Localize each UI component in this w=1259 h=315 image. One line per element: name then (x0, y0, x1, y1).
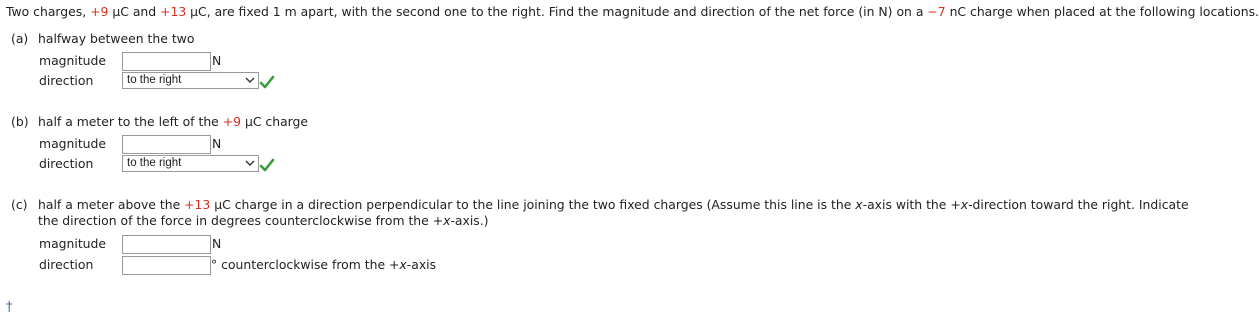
part-a-magnitude-input[interactable] (122, 52, 211, 71)
part-c-text (38, 197, 1198, 229)
charge-value: +13 (184, 197, 211, 212)
unit-label: N (212, 236, 222, 251)
variable-x: x (443, 213, 451, 228)
part-c-direction-input[interactable] (122, 256, 211, 275)
part-b-heading (11, 114, 308, 129)
charge-value: +9 (222, 114, 242, 129)
intro-text: μC and (108, 4, 161, 19)
dagger-icon[interactable]: † (6, 300, 13, 315)
degree-text: -axis (406, 257, 437, 272)
variable-x: x (960, 197, 969, 212)
checkmark-icon (260, 159, 274, 171)
intro-text: Two charges, (6, 4, 91, 19)
part-b-direction-select[interactable] (122, 155, 259, 172)
part-text: -axis with the + (862, 197, 961, 212)
unit-label: N (212, 53, 222, 68)
part-text: halfway between the two (38, 31, 195, 46)
part-text: μC charge in a direction perpendicular to the line joining the two fixed charges (Assume this line is the (210, 197, 856, 212)
intro-text: μC, are fixed 1 m apart, with the second one to the right. Find the magnitude and direction of the net force (in N) on a (186, 4, 928, 19)
charge-value: −7 (927, 4, 946, 19)
part-text: -axis.) (450, 213, 489, 228)
variable-x: x (855, 197, 863, 212)
intro-text: nC charge when placed at the following locations. (945, 4, 1259, 19)
magnitude-label: magnitude (39, 236, 107, 251)
magnitude-label: magnitude (39, 53, 107, 68)
degree-text: counterclockwise from the + (221, 257, 400, 272)
part-letter: (c) (11, 197, 28, 212)
chevron-down-icon (245, 159, 255, 167)
direction-label: direction (39, 73, 94, 88)
part-a-heading (11, 31, 194, 46)
part-text: half a meter above the (38, 197, 185, 212)
part-letter: (b) (11, 114, 29, 129)
variable-x: x (399, 257, 407, 272)
charge-value: +13 (160, 4, 187, 19)
degree-label (211, 257, 436, 272)
unit-label: N (212, 136, 222, 151)
degree-symbol: ° (211, 257, 218, 272)
direction-label: direction (39, 156, 94, 171)
part-a-direction-select[interactable] (122, 72, 259, 89)
magnitude-label: magnitude (39, 136, 107, 151)
part-text: -direction toward the right. Indicate the direction of the force in degrees counterclockwise from the + (38, 197, 1189, 228)
part-text: μC charge (241, 114, 309, 129)
part-b-magnitude-input[interactable] (122, 135, 211, 154)
chevron-down-icon (245, 76, 255, 84)
charge-value: +9 (90, 4, 109, 19)
select-value: to the right (127, 157, 182, 169)
part-letter: (a) (11, 31, 29, 46)
select-value: to the right (127, 74, 182, 86)
question-intro (6, 4, 1259, 19)
part-c-magnitude-input[interactable] (122, 235, 211, 254)
checkmark-icon (260, 76, 274, 88)
part-text: half a meter to the left of the (38, 114, 223, 129)
direction-label: direction (39, 257, 94, 272)
